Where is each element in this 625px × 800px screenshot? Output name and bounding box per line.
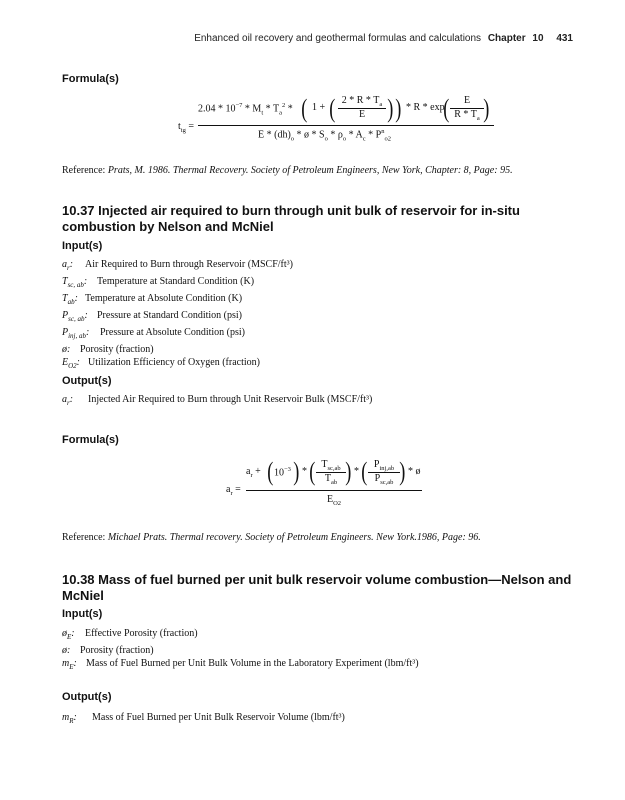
formula-label-top: Formula(s) <box>62 73 119 85</box>
input-item: $P_{sc, ab}$: Pressure at Standard Condition (psi) <box>62 310 242 323</box>
input-item: ø: Porosity (fraction) <box>62 645 154 656</box>
input-item: $T_{ab}$: Temperature at Absolute Condition (K) <box>62 293 243 306</box>
outputs-list-10-38 <box>62 711 542 728</box>
output-item: $a_r$: Injected Air Required to Burn through Unit Reservoir Bulk (MSCF/ft³) <box>62 394 373 407</box>
input-item: $ø_E$: Effective Porosity (fraction) <box>62 628 198 641</box>
reference-10-37 <box>62 532 481 543</box>
input-item: $T_{sc, ab}$: Temperature at Standard Condition (K) <box>62 276 255 289</box>
section-title-10-37: 10.37 Injected air required to burn through unit bulk of reservoir for in-situ combustion by Nelson and McNiel <box>62 203 520 234</box>
outputs-label-10-38: Output(s) <box>62 691 112 703</box>
input-item: ø: Porosity (fraction) <box>62 344 154 355</box>
reference-citation: Michael Prats. Thermal recovery. Society of Petroleum Engineers. New York.1986, Page: 96. <box>107 532 481 543</box>
formula-ar: $a_r$ = $a_r$ + ( $10^{-3}$ ) * ( $T_{sc,ab}$ $T_{ab}$ ) * ( $P_{inj,ab}$ $P_{sc,ab}$ ) * ø $E_{O2}$ <box>226 457 421 507</box>
inputs-label-10-37: Input(s) <box>62 240 103 252</box>
chapter-number: 10 <box>532 33 544 44</box>
outputs-list-10-37 <box>62 393 542 410</box>
inputs-list-10-37 <box>62 258 542 373</box>
page-number: 431 <box>556 33 573 44</box>
section-title-10-38: 10.38 Mass of fuel burned per unit bulk reservoir volume combustion—Nelson and McNiel <box>62 572 572 603</box>
formula-label-10-37: Formula(s) <box>62 434 119 446</box>
outputs-label-10-37: Output(s) <box>62 375 112 387</box>
chapter-label: Chapter <box>487 33 526 44</box>
formula-ttg: $t_{tg}$ = $2.04 * 10^{-7} * M_t * T_a^2$ * ( 1 + ( 2 * R * $T_a$ E ) ) * R * exp ( E R * $T_a$ ) E * $(dh)_o$ * ø * $S_o * \rho_o * A_c * P^n_{o2}$ <box>178 95 458 143</box>
running-title: Enhanced oil recovery and geothermal formulas and calculations <box>194 33 482 44</box>
reference-prefix: Reference: <box>62 532 106 543</box>
inputs-label-10-38: Input(s) <box>62 608 103 620</box>
input-item: $m_E$: Mass of Fuel Burned per Unit Bulk Volume in the Laboratory Experiment (lbm/ft³) <box>62 658 419 671</box>
input-item: $a_r$: Air Required to Burn through Reservoir (MSCF/ft³) <box>62 259 293 272</box>
running-header <box>194 33 573 44</box>
input-item: $P_{inj, ab}$: Pressure at Absolute Condition (psi) <box>62 327 245 340</box>
reference-top <box>62 165 513 176</box>
output-item: $m_R$: Mass of Fuel Burned per Unit Bulk Reservoir Volume (lbm/ft³) <box>62 712 345 725</box>
reference-prefix: Reference: <box>62 165 106 176</box>
inputs-list-10-38 <box>62 627 542 674</box>
reference-citation: Prats, M. 1986. Thermal Recovery. Society of Petroleum Engineers, New York, Chapter: 8, Page: 95. <box>107 165 513 176</box>
input-item: $E_{O2}$: Utilization Efficiency of Oxygen (fraction) <box>62 357 260 370</box>
